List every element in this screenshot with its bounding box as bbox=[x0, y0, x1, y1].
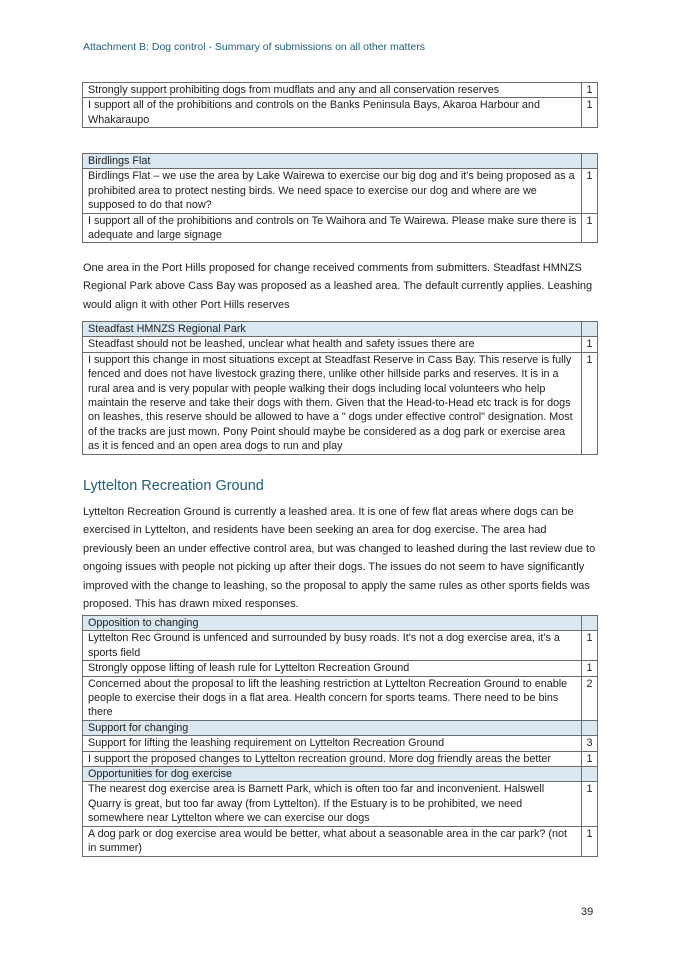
group-heading-count-cell bbox=[582, 154, 598, 169]
group-heading-count-cell bbox=[582, 616, 598, 631]
submission-count: 2 bbox=[582, 676, 598, 720]
submission-count: 1 bbox=[582, 751, 598, 766]
page-number: 39 bbox=[581, 906, 594, 918]
submissions-table-birdlings-flat bbox=[82, 153, 598, 243]
table-group-heading-row bbox=[83, 767, 598, 782]
lyttelton-paragraph: Lyttelton Recreation Ground is currently a leashed area. It is one of few flat areas where dogs can be exercised in Lyttelton, and residents have been seeking an area for dog exercise. The area had previously been an under effective control area, but was changed to leashed during the last review due to ongoing issues with people not picking up after their dogs. The issues do not seem to have significantly improved with the change to leashing, so the proposal to apply the same rules as other sports fields was proposed. This has drawn mixed responses. bbox=[83, 506, 596, 611]
table-row bbox=[83, 352, 598, 454]
submission-count: 3 bbox=[582, 736, 598, 751]
group-heading: Opportunities for dog exercise bbox=[83, 767, 582, 782]
submission-count: 1 bbox=[582, 352, 598, 454]
table-row bbox=[83, 826, 598, 856]
submission-text: Steadfast should not be leashed, unclear what health and safety issues there are bbox=[83, 337, 582, 352]
submission-text: Concerned about the proposal to lift the leashing restriction at Lyttelton Recreation Ground to enable people to exercise their dogs in a flat area. Health concern for sports teams. There need to be bins there bbox=[83, 676, 582, 720]
submission-text: Lyttelton Rec Ground is unfenced and surrounded by busy roads. It's not a dog exercise area, it's a sports field bbox=[83, 631, 582, 661]
group-heading-count-cell bbox=[582, 322, 598, 337]
submission-text: Strongly oppose lifting of leash rule for Lyttelton Recreation Ground bbox=[83, 661, 582, 676]
table-row bbox=[83, 676, 598, 720]
submission-count: 1 bbox=[582, 83, 598, 98]
table-row bbox=[83, 631, 598, 661]
table-row bbox=[83, 213, 598, 243]
group-heading-count-cell bbox=[582, 720, 598, 735]
submission-text: A dog park or dog exercise area would be better, what about a seasonable area in the car park? (not in summer) bbox=[83, 826, 582, 856]
group-heading: Opposition to changing bbox=[83, 616, 582, 631]
submission-text: I support the proposed changes to Lyttelton recreation ground. More dog friendly areas the better bbox=[83, 751, 582, 766]
table-row bbox=[83, 83, 598, 98]
submissions-table-steadfast bbox=[82, 321, 598, 455]
running-header: Attachment B: Dog control - Summary of submissions on all other matters bbox=[83, 41, 425, 53]
submission-count: 1 bbox=[582, 782, 598, 826]
port-hills-paragraph: One area in the Port Hills proposed for change received comments from submitters. Steadfast HMNZS Regional Park above Cass Bay was proposed as a leashed area. The default currently applies. Leashing would align it with other Port Hills reserves bbox=[83, 262, 593, 311]
table-group-heading-row bbox=[83, 154, 598, 169]
submission-count: 1 bbox=[582, 213, 598, 243]
submission-count: 1 bbox=[582, 826, 598, 856]
group-heading: Support for changing bbox=[83, 720, 582, 735]
submission-count: 1 bbox=[582, 169, 598, 213]
table-row bbox=[83, 751, 598, 766]
submission-count: 1 bbox=[582, 98, 598, 128]
group-heading: Steadfast HMNZS Regional Park bbox=[83, 322, 582, 337]
group-heading: Birdlings Flat bbox=[83, 154, 582, 169]
submission-text: The nearest dog exercise area is Barnett Park, which is often too far and inconvenient. Halswell Quarry is great, but too far away (from Lyttelton). If the Estuary is to be prohibited, we need somewhere near Lyttelton where we can exercise our dogs bbox=[83, 782, 582, 826]
submission-text: I support all of the prohibitions and controls on the Banks Peninsula Bays, Akaroa Harbour and Whakaraupo bbox=[83, 98, 582, 128]
submission-count: 1 bbox=[582, 337, 598, 352]
table-group-heading-row bbox=[83, 322, 598, 337]
submission-text: Support for lifting the leashing requirement on Lyttelton Recreation Ground bbox=[83, 736, 582, 751]
section-heading: Lyttelton Recreation Ground bbox=[83, 478, 264, 494]
submissions-table-lyttelton bbox=[82, 615, 598, 857]
table-row bbox=[83, 661, 598, 676]
submission-count: 1 bbox=[582, 631, 598, 661]
table-group-heading-row bbox=[83, 616, 598, 631]
table-row bbox=[83, 736, 598, 751]
table-row bbox=[83, 337, 598, 352]
table-group-heading-row bbox=[83, 720, 598, 735]
submissions-table-general bbox=[82, 82, 598, 128]
submission-text: I support all of the prohibitions and controls on Te Waihora and Te Wairewa. Please make sure there is adequate and large signage bbox=[83, 213, 582, 243]
submission-text: Strongly support prohibiting dogs from mudflats and any and all conservation reserves bbox=[83, 83, 582, 98]
group-heading-count-cell bbox=[582, 767, 598, 782]
submission-text: Birdlings Flat – we use the area by Lake Wairewa to exercise our big dog and it's being proposed as a prohibited area to protect nesting birds. We need space to exercise our dog and where are we supposed to do that now? bbox=[83, 169, 582, 213]
submission-count: 1 bbox=[582, 661, 598, 676]
table-row bbox=[83, 98, 598, 128]
table-row bbox=[83, 169, 598, 213]
table-row bbox=[83, 782, 598, 826]
submission-text: I support this change in most situations except at Steadfast Reserve in Cass Bay. This reserve is fully fenced and does not have livestock grazing there, unlike other hillside parks and reserves. It is in a rural area and is very popular with people walking their dogs including local volunteers who help maintain the reserve and take their dogs with them. Given that the Head-to-Head etc track is for dogs on leashes, this reserve should be allowed to have a " dogs under effective control" designation. Most of the tracks are just mown. Pony Point should maybe be considered as a dog park or exercise area as it is fenced and an open area dogs to run and play bbox=[83, 352, 582, 454]
